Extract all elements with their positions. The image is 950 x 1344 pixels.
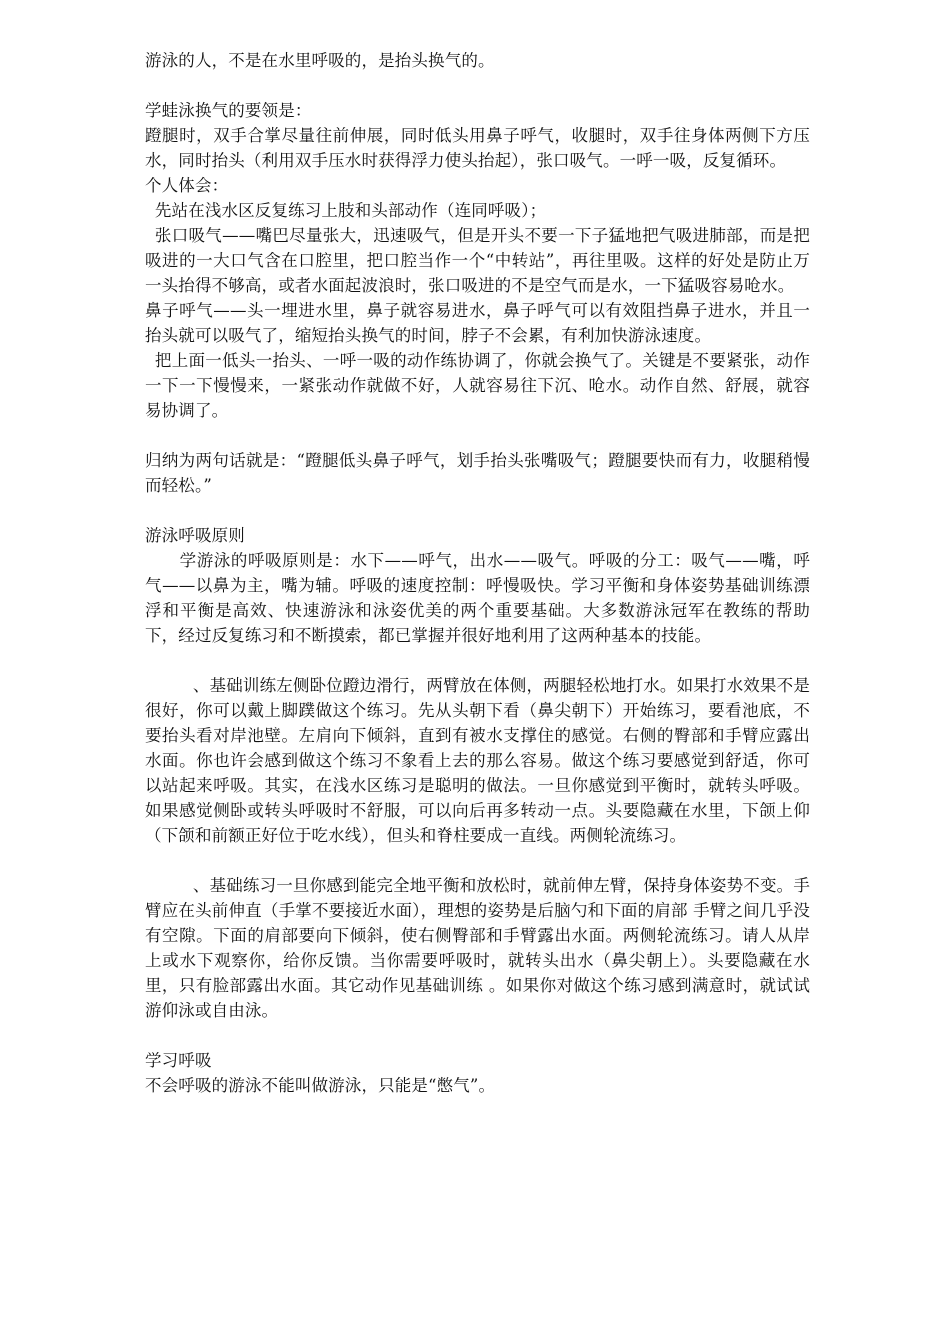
- section-heading-breathing-principles: 游泳呼吸原则: [145, 526, 245, 545]
- paragraph-technique: 蹬腿时，双手合掌尽量往前伸展，同时低头用鼻子呼气，收腿时，双手往身体两侧下方压水，同时抬头（利用双手压水时获得浮力使头抬起），张口吸气。一呼一吸，反复循环。: [145, 126, 810, 170]
- paragraph-mouth-inhale: 张口吸气——嘴巴尽量张大，迅速吸气，但是开头不要一下子猛地把气吸进肺部，而是把吸进的一大口气含在口腔里，把口腔当作一个“中转站”，再往里吸。这样的好处是防止万一头抬得不够高，或者水面起波浪时，张口吸进的不是空气而是水，一下猛吸容易呛水。: [145, 226, 810, 295]
- spacer: [145, 648, 810, 673]
- paragraph-practice-shallow: 先站在浅水区反复练习上肢和头部动作（连同呼吸）；: [154, 201, 547, 220]
- intro-line: 游泳的人，不是在水里呼吸的，是抬头换气的。: [145, 51, 495, 70]
- section-heading-breathing-technique: 学蛙泳换气的要领是：: [145, 101, 312, 120]
- spacer: [145, 73, 810, 98]
- paragraph-coordination: 把上面一低头一抬头、一呼一吸的动作练协调了，你就会换气了。关键是不要紧张，动作一下一下慢慢来，一紧张动作就做不好，人就容易往下沉、呛水。动作自然、舒展，就容易协调了。: [145, 351, 810, 420]
- section-heading-personal-experience: 个人体会：: [145, 176, 229, 195]
- spacer: [145, 498, 810, 523]
- paragraph-summary: 归纳为两句话就是：“蹬腿低头鼻子呼气，划手抬头张嘴吸气；蹬腿要快而有力，收腿稍慢而轻松。”: [145, 451, 810, 495]
- paragraph-learn-breathing: 不会呼吸的游泳不能叫做游泳，只能是“憋气”。: [145, 1076, 496, 1095]
- paragraph-nose-exhale: 鼻子呼气——头一埋进水里，鼻子就容易进水，鼻子呼气可以有效阻挡鼻子进水，并且一抬头就可以吸气了，缩短抬头换气的时间，脖子不会累，有利加快游泳速度。: [145, 301, 810, 345]
- spacer: [145, 1023, 810, 1048]
- document-page: [145, 48, 810, 1098]
- spacer: [145, 423, 810, 448]
- paragraph-basic-training-side: 、基础训练左侧卧位蹬边滑行，两臂放在体侧，两腿轻松地打水。如果打水效果不是很好，你可以戴上脚蹼做这个练习。先从头朝下看（鼻尖朝下）开始练习，要看池底，不要抬头看对岸池壁。左肩向下倾斜，直到有被水支撑住的感觉。右侧的臀部和手臂应露出水面。你也许会感到做这个练习不象看上去的那么容易。做这个练习要感觉到舒适，你可以站起来呼吸。其实，在浅水区练习是聪明的做法。一旦你感觉到平衡时，就转头呼吸。如果感觉侧卧或转头呼吸时不舒服，可以向后再多转动一点。头要隐藏在水里，下颌上仰（下颌和前额正好位于吃水线），但头和脊柱要成一直线。两侧轮流练习。: [145, 676, 810, 845]
- spacer: [145, 848, 810, 873]
- paragraph-breathing-principles: 学游泳的呼吸原则是：水下——呼气，出水——吸气。呼吸的分工：吸气——嘴，呼气——以鼻为主，嘴为辅。呼吸的速度控制：呼慢吸快。学习平衡和身体姿势基础训练漂浮和平衡是高效、快速游泳和泳姿优美的两个重要基础。大多数游泳冠军在教练的帮助下，经过反复练习和不断摸索，都已掌握并很好地利用了这两种基本的技能。: [145, 551, 810, 645]
- paragraph-basic-training-arm: 、基础练习一旦你感到能完全地平衡和放松时，就前伸左臂，保持身体姿势不变。手臂应在头前伸直（手掌不要接近水面），理想的姿势是后脑勺和下面的肩部 手臂之间几乎没有空隙。下面的肩部要向下倾斜，使右侧臀部和手臂露出水面。两侧轮流练习。请人从岸上或水下观察你，给你反馈。当你需要呼吸时，就转头出水（鼻尖朝上）。头要隐藏在水里，只有脸部露出水面。其它动作见基础训练 。如果你对做这个练习感到满意时，就试试游仰泳或自由泳。: [145, 876, 810, 1020]
- section-heading-learn-breathing: 学习呼吸: [145, 1051, 212, 1070]
